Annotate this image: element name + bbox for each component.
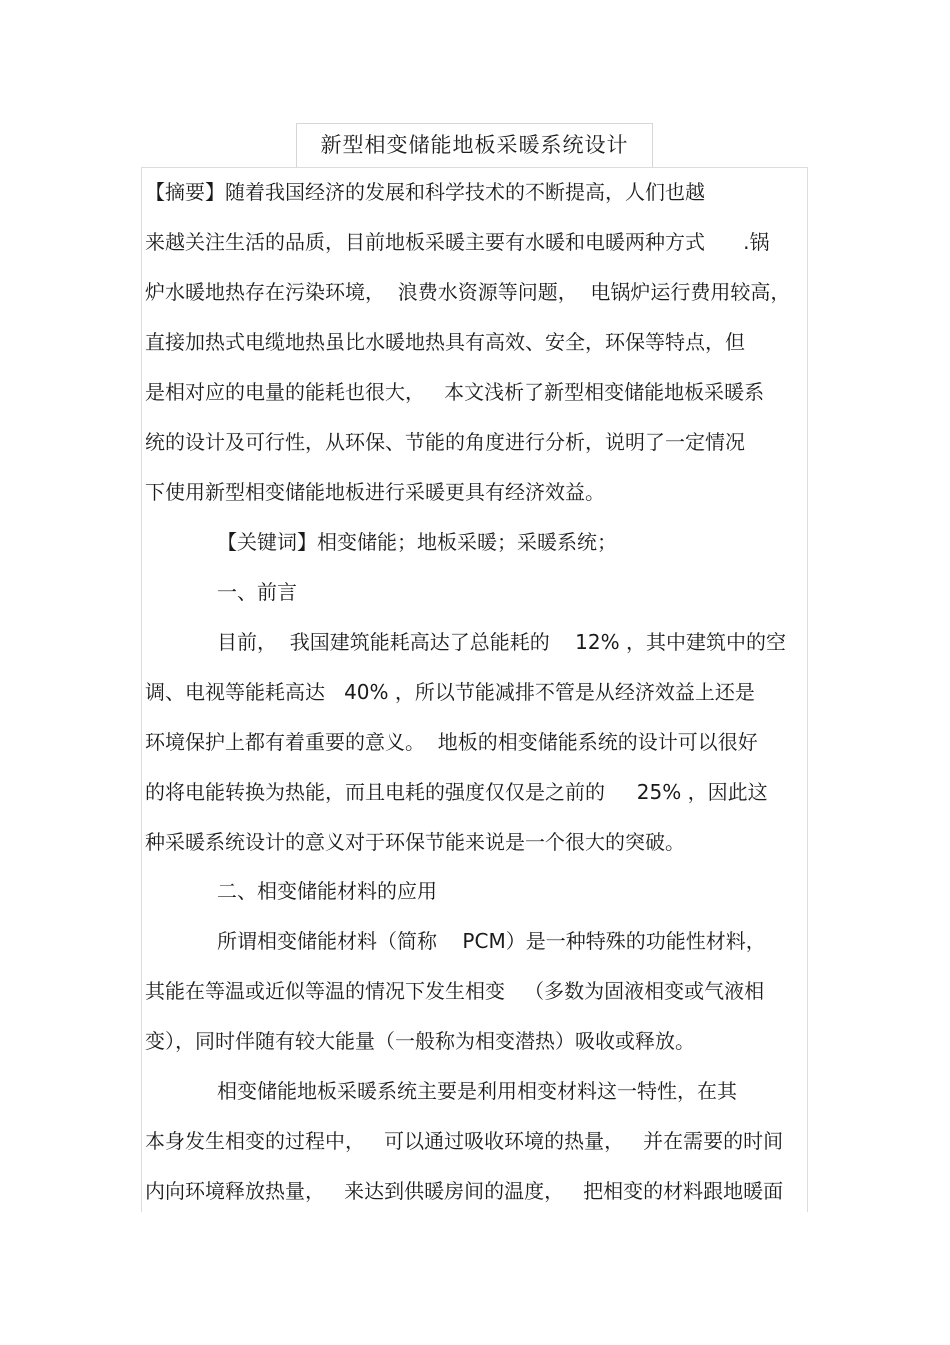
paragraph-line: 种采暖系统设计的意义对于环保节能来说是一个很大的突破。 [145,830,685,854]
abstract-line-3: 炉水暖地热存在污染环境， 浪费水资源等问题， 电锅炉运行费用较高， [145,280,791,304]
paragraph-line: 所谓相变储能材料（简称 PCM）是一种特殊的功能性材料， [217,929,766,953]
paragraph-line: 目前， 我国建筑能耗高达了总能耗的 12% ，其中建筑中的空 [217,630,786,654]
paragraph-line: 变），同时伴随有较大能量（一般称为相变潜热）吸收或释放。 [145,1029,695,1053]
section-heading-2: 二、相变储能材料的应用 [217,879,437,903]
paragraph-line: 调、电视等能耗高达 40% ，所以节能减排不管是从经济效益上还是 [145,680,755,704]
paragraph-line: 环境保护上都有着重要的意义。 地板的相变储能系统的设计可以很好 [145,730,758,754]
abstract-line-1: 【摘要】随着我国经济的发展和科学技术的不断提高，人们也越 [145,180,705,204]
abstract-line-7: 下使用新型相变储能地板进行采暖更具有经济效益。 [145,480,605,504]
document-title: 新型相变储能地板采暖系统设计 [320,133,629,157]
section-heading-1: 一、前言 [217,580,297,604]
paragraph-line: 的将电能转换为热能，而且电耗的强度仅仅是之前的 25% ，因此这 [145,780,768,804]
abstract-line-2: 来越关注生活的品质，目前地板采暖主要有水暖和电暖两种方式 .锅 [145,230,770,254]
paragraph-line: 本身发生相变的过程中， 可以通过吸收环境的热量， 并在需要的时间 [145,1129,784,1153]
paragraph-line: 内向环境释放热量， 来达到供暖房间的温度， 把相变的材料跟地暖面 [145,1179,784,1203]
paragraph-line: 其能在等温或近似等温的情况下发生相变 （多数为固液相变或气液相 [145,979,765,1003]
abstract-line-5: 是相对应的电量的能耗也很大， 本文浅析了新型相变储能地板采暖系 [145,380,765,404]
abstract-line-4: 直接加热式电缆地热虽比水暖地热具有高效、安全，环保等特点，但 [145,330,745,354]
paragraph-line: 相变储能地板采暖系统主要是利用相变材料这一特性，在其 [217,1079,737,1103]
keywords-line: 【关键词】相变储能；地板采暖；采暖系统； [217,530,617,554]
abstract-line-6: 统的设计及可行性，从环保、节能的角度进行分析，说明了一定情况 [145,430,745,454]
